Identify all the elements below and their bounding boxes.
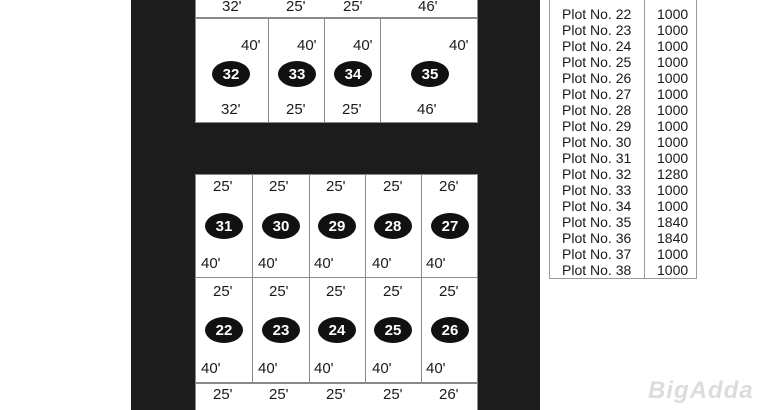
plot-34-side: 40' [353,37,373,54]
plot-29-side: 40' [314,255,334,272]
plot-22-top: 25' [213,283,233,300]
plot-23-top: 25' [269,283,289,300]
plot-area-table-body [550,0,697,279]
table-row [550,230,697,246]
plot-33-side: 40' [297,37,317,54]
table-row [550,70,697,86]
plot-30-side: 40' [258,255,278,272]
plot-area-cell: 1280 [645,166,697,182]
dim-strip-32: 32' [222,0,242,15]
plot-area-cell: 1000 [645,182,697,198]
plot-name-cell: Plot No. 33 [550,182,645,198]
plot-name-cell: Plot No. 26 [550,70,645,86]
plot-name-cell: Plot No. 35 [550,214,645,230]
table-row [550,134,697,150]
table-row [550,86,697,102]
plot-name-cell: Plot No. 23 [550,22,645,38]
plot-33-number: 33 [278,61,316,87]
plot-name-cell: Plot No. 37 [550,246,645,262]
plot-25-top: 25' [383,283,403,300]
plot-23-number: 23 [262,317,300,343]
table-row [550,166,697,182]
plot-26-top: 25' [439,283,459,300]
plot-26-side: 40' [426,360,446,377]
plot-35-side: 40' [449,37,469,54]
plot-22-side: 40' [201,360,221,377]
plot-29-top: 25' [326,178,346,195]
plot-name-cell: Plot No. 30 [550,134,645,150]
plot-24-number: 24 [318,317,356,343]
plot-28-number: 28 [374,213,412,239]
plot-name-cell: Plot No. 29 [550,118,645,134]
plot-24-top: 25' [326,283,346,300]
table-row [550,6,697,22]
plot-area-cell: 1000 [645,198,697,214]
plot-32-number: 32 [212,61,250,87]
table-row [550,38,697,54]
table-row [550,262,697,279]
plot-27-top: 26' [439,178,459,195]
table-row [550,54,697,70]
plot-area-cell: 1000 [645,22,697,38]
table-row [550,182,697,198]
plot-22-number: 22 [205,317,243,343]
plot-23-side: 40' [258,360,278,377]
plot-28-side: 40' [372,255,392,272]
plot-name-cell: Plot No. 36 [550,230,645,246]
plot-area-cell: 1000 [645,262,697,279]
plot-27-side: 40' [426,255,446,272]
table-row [550,246,697,262]
plot-area-cell: 1000 [645,134,697,150]
plot-32-side: 40' [241,37,261,54]
plot-34-number: 34 [334,61,372,87]
plot-name-cell: Plot No. 32 [550,166,645,182]
table-row [550,150,697,166]
road-east [478,0,540,410]
watermark: BigAdda [648,377,754,404]
plot-28-top: 25' [383,178,403,195]
table-row [550,102,697,118]
plot-area-cell: 1000 [645,6,697,22]
plot-33-bottom: 25' [286,101,306,118]
plot-area-table [549,0,697,279]
plot-name-cell: Plot No. 28 [550,102,645,118]
dim-strip-b1: 25' [213,386,233,403]
road-west [131,0,195,410]
plot-area-cell: 1000 [645,118,697,134]
dim-strip-33: 25' [286,0,306,15]
dim-strip-b4: 25' [383,386,403,403]
plot-25-number: 25 [374,317,412,343]
plot-29-number: 29 [318,213,356,239]
plot-name-cell: Plot No. 34 [550,198,645,214]
plot-area-cell: 1000 [645,150,697,166]
plot-31-side: 40' [201,255,221,272]
plot-34-bottom: 25' [342,101,362,118]
dim-strip-34: 25' [343,0,363,15]
plot-26-number: 26 [431,317,469,343]
plot-area-cell: 1000 [645,102,697,118]
plot-area-cell: 1840 [645,214,697,230]
plot-area-cell: 1000 [645,86,697,102]
table-row [550,214,697,230]
plot-area-cell: 1000 [645,246,697,262]
dim-strip-b5: 26' [439,386,459,403]
plot-27-number: 27 [431,213,469,239]
plot-30-number: 30 [262,213,300,239]
plot-25-side: 40' [372,360,392,377]
plot-32-bottom: 32' [221,101,241,118]
dim-strip-b2: 25' [269,386,289,403]
dim-strip-b3: 25' [326,386,346,403]
plot-name-cell: Plot No. 38 [550,262,645,279]
dim-strip-35: 46' [418,0,438,15]
plot-area-cell: 1840 [645,230,697,246]
plot-30-top: 25' [269,178,289,195]
plot-35-bottom: 46' [417,101,437,118]
plot-31-top: 25' [213,178,233,195]
plot-35-number: 35 [411,61,449,87]
plot-name-cell: Plot No. 27 [550,86,645,102]
road-middle [195,123,478,174]
table-row [550,198,697,214]
plot-24-side: 40' [314,360,334,377]
table-row [550,22,697,38]
plot-name-cell: Plot No. 24 [550,38,645,54]
plot-name-cell: Plot No. 25 [550,54,645,70]
plot-area-cell: 1000 [645,70,697,86]
plot-area-cell: 1000 [645,54,697,70]
plot-area-cell: 1000 [645,38,697,54]
plot-name-cell: Plot No. 31 [550,150,645,166]
plot-31-number: 31 [205,213,243,239]
plot-name-cell: Plot No. 22 [550,6,645,22]
table-row [550,118,697,134]
